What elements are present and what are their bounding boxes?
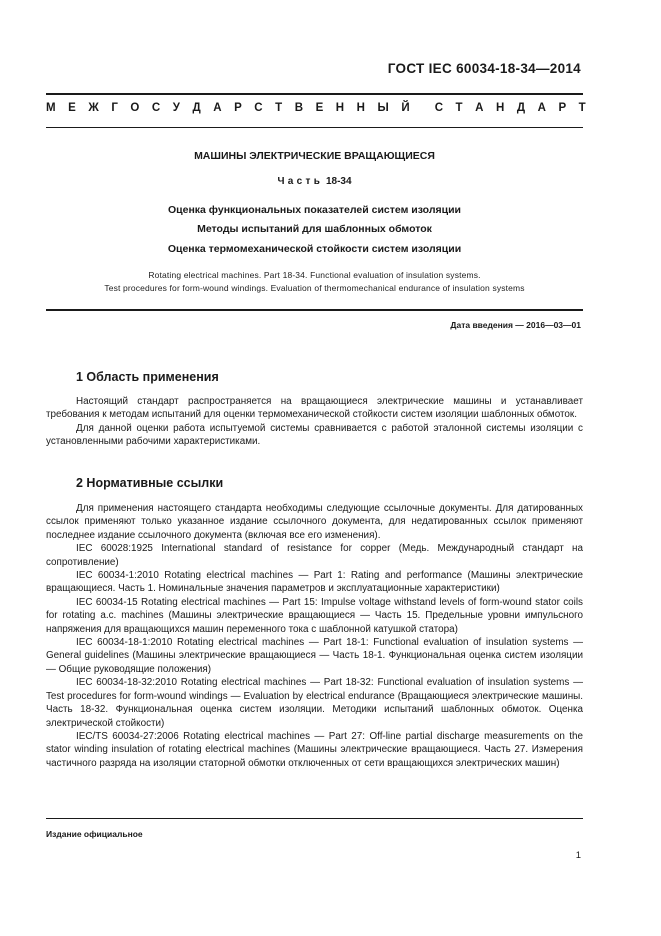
page-number: 1 — [575, 850, 581, 861]
heading-letter: Т — [275, 102, 283, 114]
heading-letter: Й — [401, 102, 410, 114]
heading-letter: Р — [234, 102, 242, 114]
english-title-line-2: Test procedures for form-wound windings. Evaluation of thermomechanical endurance of insulation systems — [104, 283, 525, 293]
document-main-title: МАШИНЫ ЭЛЕКТРИЧЕСКИЕ ВРАЩАЮЩИЕСЯ — [194, 150, 435, 162]
standard-code: ГОСТ IEC 60034-18-34—2014 — [387, 61, 581, 76]
paragraph: Для применения настоящего стандарта необходимы следующие ссылочные документы. Для датированных ссылок применяют только указанное издание ссылочного документа, для недатированных ссылок применяют последнее издание ссылочного документа (включая все его изменения). — [46, 503, 583, 541]
heading-letter: А — [537, 102, 546, 114]
section-1-heading: 1 Область применения — [76, 370, 219, 384]
title-block-divider — [46, 309, 583, 311]
reference-item: IEC 60034-15 Rotating electrical machines — Part 15: Impulse voltage withstand levels of form-wound stator coils for rotating a.c. machines (Машины электрические вращающиеся — Часть 15. Предельные уровни импульсного напряжения для вращающихся машин переменного тока с шаблонной катушкой статора) — [46, 596, 583, 635]
paragraph: Для данной оценки работа испытуемой системы сравнивается с работой эталонной системы изоляции с установленными рабочими характеристиками. — [46, 422, 583, 448]
official-edition-label: Издание официальное — [46, 829, 143, 839]
heading-letter: А — [475, 102, 484, 114]
section-2-body — [46, 502, 583, 770]
heading-letter: С — [151, 102, 161, 114]
reference-item: IEC 60034-18-32:2010 Rotating electrical machines — Part 18-32: Functional evaluation of insulation systems — Test procedures for form-wound windings — Evaluation by electrical endurance (Вращающиеся электрические машины. Часть 18-32. Функциональная оценка систем изоляции. Методики испытаний шаблонных обмоток. Оценка электрической стойкости) — [46, 677, 583, 729]
heading-letter: Н — [335, 102, 345, 114]
reference-item: IEC 60028:1925 International standard of resistance for copper (Медь. Международный стандарт на сопротивление) — [46, 543, 583, 568]
top-divider — [46, 93, 583, 95]
heading-letter: Г — [111, 102, 118, 114]
introduction-date: Дата введения — 2016—03—01 — [450, 320, 581, 330]
section-1-body — [46, 395, 583, 449]
heading-letter: М — [46, 102, 56, 114]
heading-letter: А — [213, 102, 222, 114]
heading-letter: С — [254, 102, 263, 114]
heading-letter: Т — [578, 102, 586, 114]
part-label — [46, 176, 583, 187]
reference-item: IEC 60034-1:2010 Rotating electrical machines — Part 1: Rating and performance (Машины электрические вращающиеся. Часть 1. Номинальные значения параметров и эксплуатационные характеристики) — [46, 570, 583, 595]
heading-letter: О — [130, 102, 140, 114]
heading-letter: Т — [455, 102, 463, 114]
reference-item: IEC 60034-18-1:2010 Rotating electrical machines — Part 18-1: Functional evaluation of insulation systems — General guidelines (Машины электрические вращающиеся — Часть 18-1. Функциональная оценка систем изоляции — Общие руководящие положения) — [46, 637, 583, 675]
section-2-heading: 2 Нормативные ссылки — [76, 476, 224, 490]
subtitle-1: Оценка функциональных показателей систем изоляции — [167, 204, 461, 216]
heading-letter: Д — [192, 102, 201, 114]
subtitle-3: Оценка термомеханической стойкости систем изоляции — [167, 243, 462, 255]
subtitle-2: Методы испытаний для шаблонных обмоток — [197, 223, 432, 235]
interstate-standard-heading — [46, 102, 586, 114]
reference-item: IEC/TS 60034-27:2006 Rotating electrical machines — Part 27: Off-line partial discharge measurements on the stator winding insulation of rotating electrical machines (Машины электрические вращающиеся. Часть 27. Измерения частичного разряда на изоляции статорной обмотки отключенных от сети вращающихся электрических машин) — [46, 730, 583, 769]
heading-letter: Н — [356, 102, 365, 114]
heading-letter: Е — [315, 102, 324, 114]
heading-letter: Н — [495, 102, 505, 114]
part-word: Часть — [277, 176, 324, 187]
english-title-line-1: Rotating electrical machines. Part 18-34. Functional evaluation of insulation systems. — [148, 270, 481, 280]
heading-letter: В — [294, 102, 304, 114]
heading-letter: С — [434, 102, 443, 114]
heading-letter: Ы — [377, 102, 389, 114]
heading-divider — [46, 127, 583, 128]
paragraph: Настоящий стандарт распространяется на вращающиеся электрические машины и устанавливает требования к методам испытаний для оценки термомеханической стойкости систем изоляции шаблонных обмоток. — [46, 396, 583, 421]
part-number: 18-34 — [325, 176, 352, 187]
heading-letter: Е — [68, 102, 76, 114]
heading-letter: Р — [558, 102, 567, 114]
footer-divider — [46, 818, 583, 819]
heading-letter: Д — [516, 102, 526, 114]
heading-letter: У — [172, 102, 180, 114]
heading-letter: Ж — [88, 102, 99, 114]
